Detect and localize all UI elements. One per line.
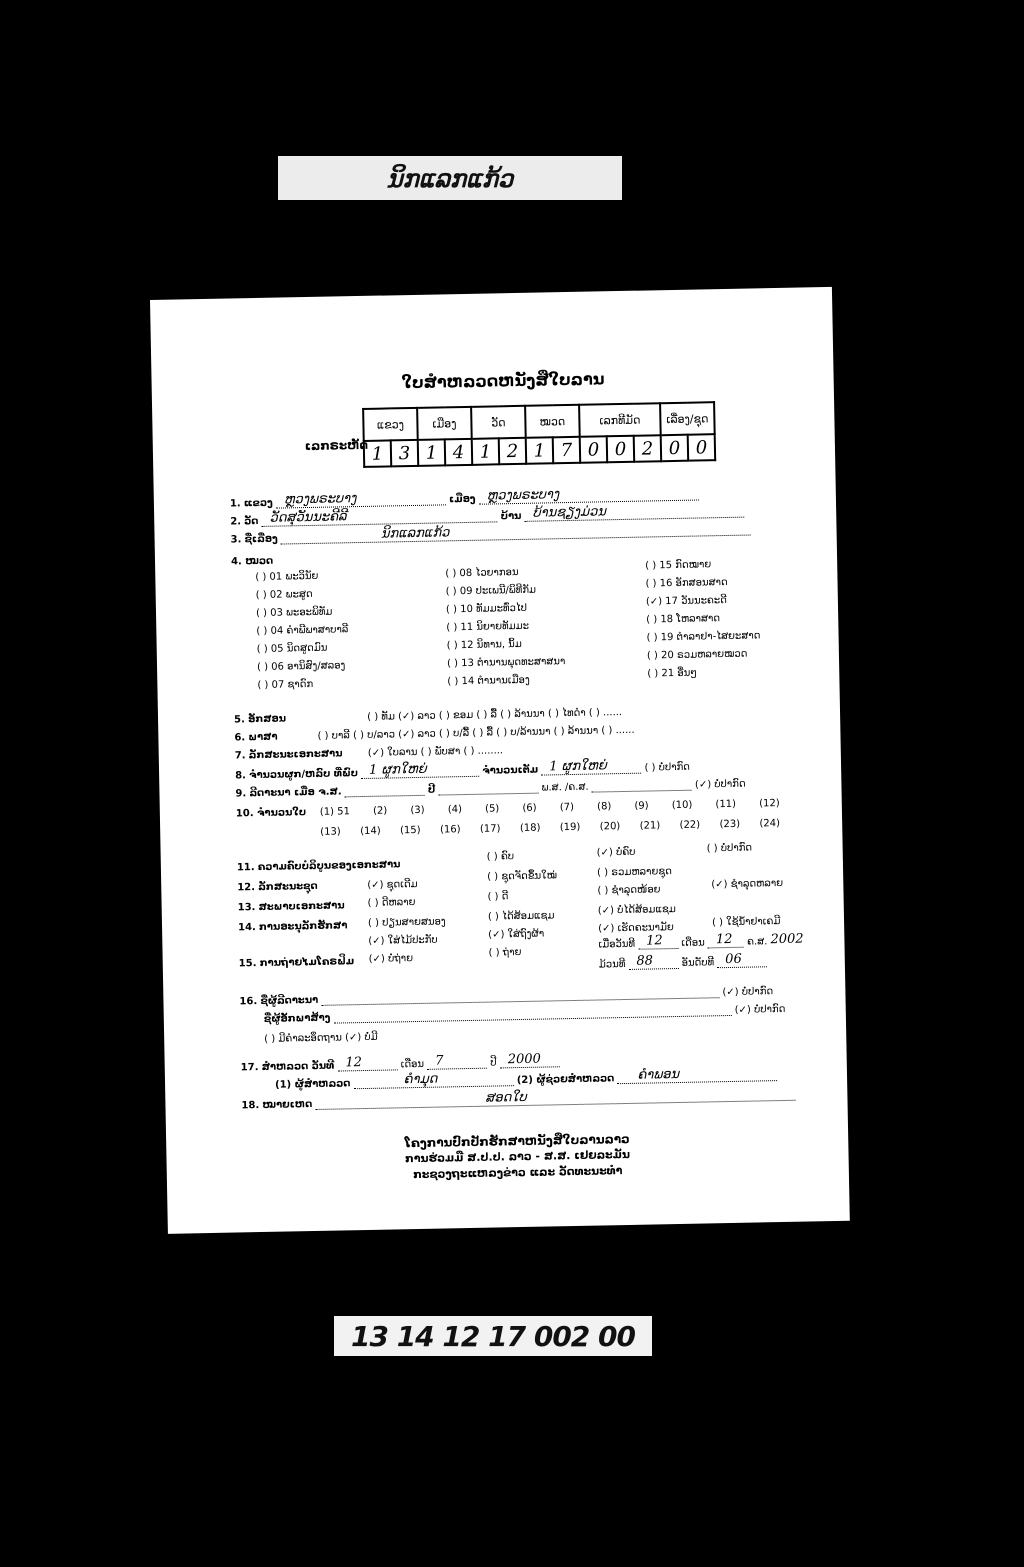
leaf-count-cell: (5)	[485, 803, 500, 815]
option: ( ) ປຽນສາຍສນອງ	[367, 916, 446, 929]
field-num: 12.	[237, 882, 256, 894]
temple-value: ວັດສຸວັນນະຄີລີ	[269, 509, 347, 526]
reg-digit: 7	[553, 437, 580, 464]
leaf-count-cell: (17)	[479, 823, 501, 835]
language-options: ( ) ບາລີ ( ) ບ/ລາວ (✓) ລາວ ( ) ບ/ລື້ ( ) ລື້ ( ) ບ/ລ້ານນາ ( ) ລ້ານນາ ( ) ......	[317, 724, 635, 742]
field-num: 11.	[236, 862, 255, 874]
field-language	[234, 725, 634, 744]
field-label: ເດືອນ	[400, 1058, 425, 1071]
reg-digit: 1	[526, 437, 553, 464]
field-remarks	[241, 1088, 795, 1112]
field-label: ຈໍານວນຜູກ/ຫລົບ ທີ່ພົບ	[248, 768, 359, 782]
scribe-unknown-option: (✓) ບໍ່ປາກົດ	[734, 1003, 786, 1016]
footer-line: ໂຄງການປົກປັກຮັກສາຫນັງສືໃບລານລາວ	[404, 1131, 630, 1151]
survey-day-line	[337, 1057, 397, 1071]
field-num: 4.	[230, 556, 242, 568]
field-label: ຈໍານວນເຕັມ	[482, 764, 539, 777]
assistant-name: ຄໍາພອນ	[637, 1066, 680, 1083]
story-value-line	[281, 523, 751, 545]
category-item: ( ) 13 ຕໍານານພຸດທະສາສນາ	[446, 656, 566, 670]
field-label: ການຖ່າຍໄມໂຄຣຟິມ	[259, 956, 355, 970]
reg-header-story: ເລື່ອງ/ຊຸດ	[660, 402, 715, 435]
doc-type-options: (✓) ໃບລານ ( ) ພັບສາ ( ) ........	[367, 745, 504, 759]
reg-digit: 4	[445, 439, 472, 466]
leaf-count-cell: (7)	[559, 801, 575, 814]
field-label: ພ.ສ. /ຄ.ສ.	[541, 781, 589, 794]
field-leaf-count	[236, 807, 306, 819]
leaf-count-cell: (6)	[522, 802, 537, 814]
leaf-count-cell: (12)	[759, 798, 780, 810]
option: ( ) ດີຫລາຍ	[367, 897, 416, 909]
bundle-full-line	[541, 758, 641, 776]
field-label: ມ້ວນທີ	[598, 958, 626, 971]
survey-day: 12	[345, 1055, 363, 1071]
form-title: ໃບສໍາຫລວດຫນັງສືໃບລານ	[401, 369, 605, 393]
field-completeness	[237, 859, 401, 873]
option-selected: (✓) ບໍ່ຖ່າຍ	[368, 953, 414, 965]
reg-digit: 1	[364, 440, 391, 467]
bottom-code-label: 13 14 12 17 002 00	[334, 1316, 652, 1356]
field-label: ພາສາ	[248, 731, 278, 744]
option-selected: (✓) ໃສ່ຖົງຜ້າ	[488, 928, 545, 941]
field-doc-type	[235, 745, 504, 761]
reg-digit: 0	[580, 436, 607, 463]
story-value: ນິກແລກແກ້ວ	[380, 525, 450, 542]
microfilm-month: 12	[715, 931, 733, 948]
option: ( ) ບໍ່ປາກົດ	[706, 842, 753, 855]
microfilm-day: 12	[646, 933, 663, 949]
option-selected: (✓) ຊຸດເດີມ	[367, 878, 418, 891]
reg-digit: 1	[472, 438, 499, 465]
field-label: ປີ	[427, 784, 436, 796]
field-label: ລັກສະນະເອກະສານ	[248, 748, 343, 762]
year-line	[438, 781, 538, 796]
author-line	[321, 985, 719, 1006]
field-label: ອັນດັບທີ	[681, 957, 715, 969]
field-label: ຊື່ຜູ້ລີດາະນາ	[260, 994, 319, 1008]
top-title-label: ນິກແລກແກ້ວ	[278, 156, 622, 200]
field-num: 15.	[238, 958, 257, 970]
leaf-count-cell: (2)	[373, 805, 388, 817]
category-item: ( ) 08 ໄວຍາກອນ	[445, 566, 519, 580]
remarks-value: ສອດໃບ	[485, 1089, 527, 1106]
cs-year-line	[345, 783, 425, 798]
roll-value: 88	[636, 953, 654, 969]
reg-digit: 0	[607, 436, 634, 463]
district-value: ຫຼວງພຣະບາງ	[486, 487, 560, 504]
survey-year: 2000	[507, 1051, 541, 1068]
category-item: ( ) 07 ຊາດົກ	[257, 678, 314, 692]
field-label: ປີ	[490, 1057, 497, 1069]
field-script	[234, 707, 622, 725]
field-label: ຊື່ເລື່ອງ	[244, 533, 278, 546]
field-num: 16.	[239, 996, 258, 1008]
category-item: ( ) 01 ພະວິນັຍ	[255, 570, 319, 584]
leaf-count-row-2	[320, 818, 780, 838]
leaf-count-cell: (21)	[639, 820, 661, 832]
survey-form-sheet	[150, 287, 850, 1234]
leaf-count-cell: (24)	[759, 818, 781, 830]
option-selected: (✓) ເຮັດຄະນາມັຍ	[598, 922, 674, 935]
field-num: 1.	[229, 498, 241, 510]
category-item: ( ) 10 ທັມມະທົ່ວໄປ	[445, 602, 528, 616]
field-label: ຄວາມຄົບບໍລິບູນຂອງເອກະສານ	[257, 859, 401, 874]
survey-month-line	[427, 1053, 487, 1070]
option-selected: (✓) ໃສ່ໄມ້ປະກັບ	[368, 934, 438, 947]
category-item: ( ) 16 ອັກສອນສາດ	[645, 576, 728, 590]
assistant-line	[617, 1068, 777, 1084]
reg-digit: 3	[391, 440, 418, 467]
option-selected: (✓) ບໍ່ຄົບ	[596, 846, 636, 859]
field-label: ໝາຍເຫດ	[262, 1099, 313, 1111]
field-label: ສໍາຫລວດ ວັນທີ	[261, 1060, 335, 1073]
leaf-count-cell: (10)	[671, 799, 693, 812]
remarks-line	[315, 1088, 795, 1110]
bundle-found-value: 1 ຜູກໃຫຍ່	[368, 761, 427, 778]
field-condition	[238, 900, 345, 913]
reg-digit: 0	[661, 435, 688, 462]
bundle-found-line	[361, 761, 479, 779]
category-item: ( ) 11 ນິຍາຍທັມມະ	[446, 620, 530, 634]
field-label: ເດືອນ	[681, 937, 705, 949]
category-item: ( ) 12 ນິທານ, ນິ້ມ	[446, 638, 522, 652]
reg-header-temple: ວັດ	[471, 406, 526, 439]
leaf-count-cell: (3)	[410, 804, 425, 817]
category-item: ( ) 15 ກົດໝາຍ	[645, 559, 712, 572]
leaf-count-cell: (18)	[519, 822, 541, 834]
category-item: ( ) 05 ນິດສູດມົນ	[256, 642, 328, 656]
microfilm-roll	[598, 951, 768, 971]
field-microfilm	[239, 956, 355, 969]
leaf-count-cell: (11)	[715, 798, 737, 811]
microfilm-date	[598, 933, 810, 950]
leaf-count-cell: (22)	[679, 819, 701, 831]
option-selected: (✓) ບໍ່ໄດ້ສ້ອມແຊມ	[597, 904, 676, 917]
district-value-line	[479, 488, 699, 505]
category-item: ( ) 20 ຣວມຫລາຍໝວດ	[646, 648, 748, 662]
temple-value-line	[261, 509, 497, 527]
field-surveyors	[275, 1068, 778, 1091]
reg-header-district: ເມືອງ	[417, 407, 472, 440]
field-num: 6.	[234, 732, 246, 744]
option: ( ) ໄດ້ສ້ອມແຊມ	[487, 910, 555, 923]
field-label: ບ້ານ	[500, 510, 522, 523]
option: ( ) ຄົບ	[486, 851, 515, 863]
village-value: ບ້ານຊຽງມ່ວນ	[532, 504, 607, 521]
category-item: ( ) 04 ຄໍາພີພາສາບາລີ	[256, 624, 349, 638]
field-label: ຊື່ຜູ້ອັກພາສ້າງ	[263, 1012, 331, 1025]
scribe-line	[333, 1003, 731, 1024]
field-num: 8.	[235, 770, 247, 782]
field-created-date	[235, 777, 745, 800]
bundle-full-value: 1 ຜູກໃຫຍ່	[549, 758, 607, 775]
province-value: ຫຼວງພຣະບາງ	[283, 491, 357, 508]
field-num: 7.	[234, 750, 246, 762]
bundle-unknown-option: ( ) ບໍ່ປາກົດ	[644, 761, 691, 774]
frame-value: 06	[725, 951, 742, 968]
reg-code-label: ເລກຣະຫັດ	[304, 437, 369, 454]
field-num: 2.	[230, 516, 242, 528]
reg-digit: 0	[688, 434, 715, 461]
field-label: ຈໍານວນໃບ	[256, 807, 307, 820]
script-options: ( ) ທັມ (✓) ລາວ ( ) ຂອມ ( ) ລື້ ( ) ລ້ານນາ ( ) ໄທດໍາ ( ) ......	[367, 707, 623, 723]
leaf-count-cell: (9)	[634, 800, 649, 812]
reg-digit: 1	[418, 439, 445, 466]
author-unknown-option: (✓) ບໍ່ປາກົດ	[722, 986, 774, 999]
reg-digit: 2	[634, 435, 661, 462]
field-num: 9.	[235, 788, 247, 800]
option: ( ) ຊໍາລຸດໜ້ອຍ	[597, 884, 661, 897]
option: ( ) ດີ	[487, 891, 509, 903]
field-num: 18.	[241, 1100, 260, 1112]
field-survey-date	[240, 1051, 560, 1074]
field-label: ຄ.ສ.	[747, 936, 768, 948]
field-label: ແຂວງ	[243, 497, 273, 510]
leaf-count-cell: (13)	[320, 826, 341, 838]
field-label: ເມືອງ	[449, 493, 476, 506]
category-item: ( ) 18 ໂຫລາສາດ	[646, 613, 721, 626]
option: ( ) ຖ່າຍ	[488, 946, 522, 959]
day-line	[638, 933, 678, 950]
field-label: ສະພາບເອກະສານ	[258, 900, 345, 914]
field-label: ລີດາະນາ ເມື່ອ ຈ.ສ.	[249, 786, 342, 800]
field-category	[231, 556, 273, 568]
field-label: ລັກສະນະຊຸດ	[258, 880, 318, 894]
survey-month: 7	[435, 1053, 444, 1069]
category-item: ( ) 02 ພະສູດ	[255, 588, 313, 602]
leaf-count-cell: (15)	[400, 824, 421, 837]
field-set-type	[237, 881, 318, 894]
leaf-count-cell: (20)	[599, 821, 621, 833]
reg-header-province: ແຂວງ	[363, 408, 418, 441]
leaf-count-cell: (16)	[439, 824, 461, 836]
surveyor-line	[353, 1073, 513, 1089]
reg-digit: 2	[499, 438, 526, 465]
field-num: 5.	[233, 714, 245, 726]
field-num: 10.	[235, 808, 254, 820]
leaf-count-cell: (23)	[719, 818, 741, 831]
year-line	[770, 931, 810, 948]
leaf-count-row-1	[320, 798, 780, 818]
leaf-count-cell: (14)	[360, 825, 381, 838]
field-num: 14.	[237, 922, 256, 934]
field-num: 13.	[237, 902, 256, 914]
field-num: 3.	[230, 534, 242, 546]
field-num: 17.	[240, 1062, 259, 1074]
field-label: ການອະນຸລັກຮັກສາ	[258, 920, 348, 934]
footer-line: ການຮ່ວມມື ສ.ປ.ປ. ລາວ - ສ.ສ. ເຢຍລະມັນ	[404, 1147, 631, 1166]
category-item: ( ) 09 ປະເພນີ/ພິທີກັມ	[445, 584, 537, 598]
leaf-count-cell: (19)	[559, 821, 581, 834]
survey-year-line	[500, 1051, 560, 1068]
leaf-count-cell: (8)	[597, 801, 612, 813]
field-conservation	[238, 920, 348, 933]
be-ce-year-line	[592, 778, 692, 793]
category-item: ( ) 21 ອື່ນໆ	[647, 667, 698, 680]
roll-line	[628, 953, 678, 970]
form-footer	[402, 1131, 633, 1183]
microfilm-year: 2002	[770, 931, 804, 948]
field-label: ວັດ	[244, 515, 259, 528]
field-label: ເມື່ອວັນທີ	[598, 938, 636, 951]
category-item-selected: (✓) 17 ວັນນະຄະດີ	[645, 594, 727, 608]
leaf-count-cell: (1) 51	[319, 806, 351, 818]
field-label: (1) ຜູ້ສໍາຫລວດ	[274, 1078, 351, 1091]
reg-header-bundle: ເລກທີມັດ	[579, 403, 661, 437]
category-item: ( ) 06 ອານິສົງ/ສລອງ	[256, 660, 346, 674]
colophon-options: ( ) ມີຄໍາລະອຶດຖານ (✓) ບໍ່ມີ	[264, 1031, 378, 1045]
village-value-line	[524, 505, 744, 522]
leaf-count-cell: (4)	[447, 804, 463, 816]
option: ( ) ໃຊ້ນໍ້າຢາເຄມີ	[711, 916, 781, 929]
reg-header-category: ໝວດ	[525, 405, 580, 438]
month-line	[708, 931, 744, 949]
field-label: ໝວດ	[245, 555, 274, 568]
category-item: ( ) 19 ຕໍາລາຢາ-ໄສຍະສາດ	[646, 630, 761, 644]
reg-code-table	[362, 401, 716, 468]
option-selected: (✓) ຊໍາລຸດຫລາຍ	[711, 877, 784, 891]
field-label: ອັກສອນ	[247, 713, 287, 726]
option: ( ) ຣວມຫລາຍຊຸດ	[596, 866, 673, 879]
field-label: (2) ຜູ້ຊ່ວຍສໍາຫລວດ	[516, 1073, 615, 1087]
created-unknown-option: (✓) ບໍ່ປາກົດ	[694, 778, 746, 791]
footer-line: ກະຊວງຖະແຫລງຂ່າວ ແລະ ວັດທະນະທໍາ	[413, 1164, 623, 1182]
surveyor-name: ຄໍາມຸດ	[403, 1071, 438, 1088]
province-value-line	[276, 492, 446, 508]
category-item: ( ) 03 ພະອະພິທັມ	[255, 606, 333, 620]
category-item: ( ) 14 ຕໍານານເມືອງ	[447, 674, 530, 688]
frame-line	[717, 951, 767, 968]
option: ( ) ຊຸດຈັດຂຶ້ນໃໝ່	[487, 870, 558, 883]
